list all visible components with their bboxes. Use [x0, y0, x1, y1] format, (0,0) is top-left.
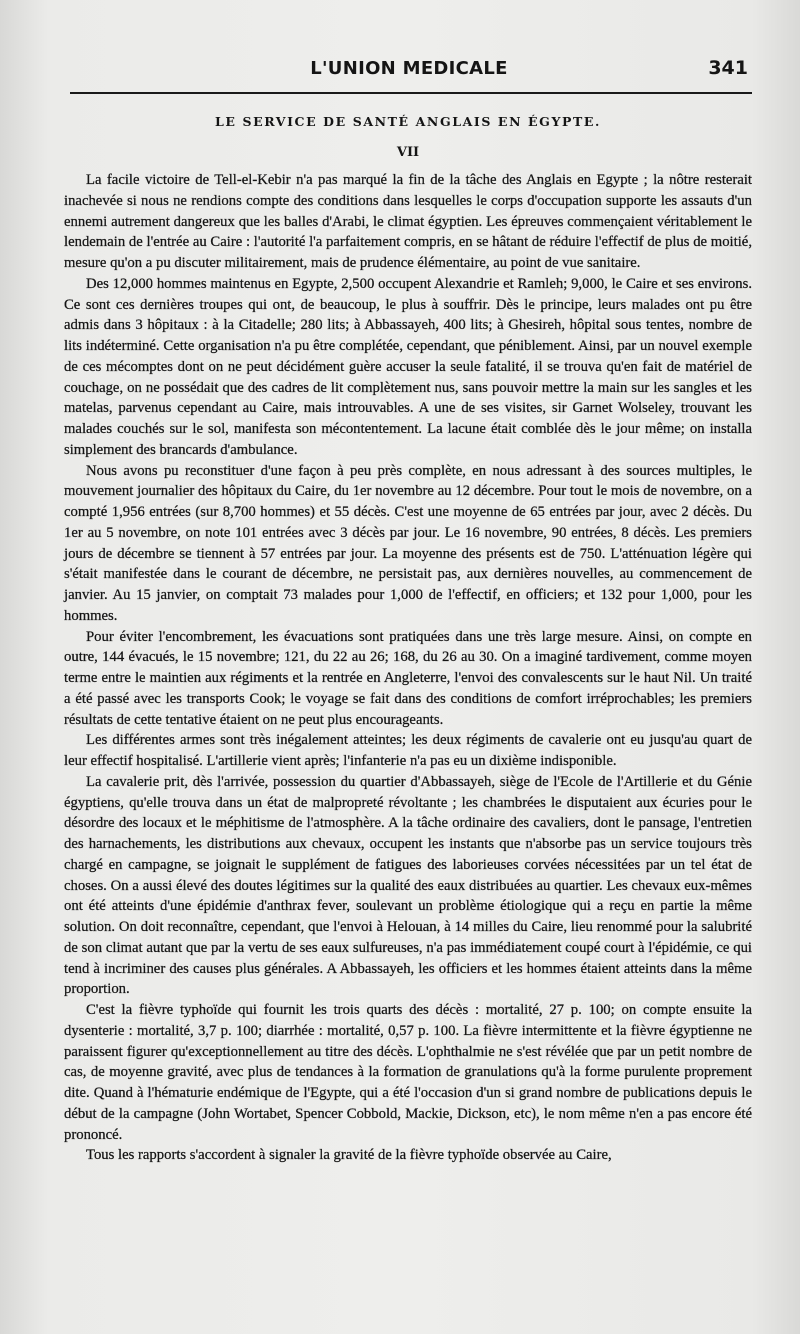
paragraph: Des 12,000 hommes maintenus en Egypte, 2,500 occupent Alexandrie et Ramleh; 9,000, le Caire et ses environs. Ce sont ces dernières troupes qui ont, de beaucoup, le plus à souffrir. Dès le principe, leurs malades ont pu être admis dans 3 hôpitaux : à la Citadelle; 280 lits; à Abbassayeh, 400 lits; à Ghesireh, hôpital sous tentes, nombre de lits indéterminé. Cette organisation n'a pu être complétée, cependant, que péniblement. Ainsi, par un nouvel exemple de ces mécomptes dont on ne peut décidément guère accuser la seule fatalité, il se trouva qu'en fait de matériel de couchage, on ne possédait que des cadres de lit complètement nus, sans pouvoir mettre la main sur les sangles et les matelas, parvenus cependant au Caire, mais introuvables. A une de ses visites, sir Garnet Wolseley, trouvant les malades couchés sur le sol, manifesta son mécontentement. La lacune était comblée dès le jour même; on installa simplement des brancards d'ambulance. [64, 275, 752, 458]
paragraph: C'est la fièvre typhoïde qui fournit les trois quarts des décès : mortalité, 27 p. 100; on compte ensuite la dysenterie : mortalité, 3,7 p. 100; diarrhée : mortalité, 0,57 p. 100. La fièvre intermittente et la fièvre égyptienne ne paraissent figurer qu'exceptionnellement au titre des décès. L'ophthalmie ne s'est révélée que par un petit nombre de cas, de moyenne gravité, avec plus de tendances à la formation de granulations qu'à la forme purulente proprement dite. Quand à l'hématurie endémique de l'Egypte, qui a été l'occasion d'un si grand nombre de publications depuis le début de la campagne (John Wortabet, Spencer Cobbold, Mackie, Dickson, etc), le nom même n'en a pas encore été prononcé. [64, 1002, 752, 1143]
paragraph: Les différentes armes sont très inégalement atteintes; les deux régiments de cavalerie ont eu jusqu'au quart de leur effectif hospitalisé. L'artillerie vient après; l'infanterie n'a pas eu un dixième indisponible. [64, 732, 752, 769]
paragraph: Pour éviter l'encombrement, les évacuations sont pratiquées dans une très large mesure. Ainsi, on compte en outre, 144 évacués, le 15 novembre; 121, du 22 au 26; 168, du 26 au 30. On a imaginé tardivement, comme moyen terme entre le maintien aux régiments et la rentrée en Angleterre, l'envoi des convalescents sur le haut Nil. Un traité a été passé avec les transports Cook; le voyage se fait dans des conditions de comfort irréprochables; les premiers résultats de cette tentative étaient on ne peut plus encourageants. [64, 628, 752, 728]
article [64, 114, 752, 1166]
paragraph: La facile victoire de Tell-el-Kebir n'a pas marqué la fin de la tâche des Anglais en Egypte ; la nôtre resterait inachevée si nous ne rendions compte des conditions dans lesquelles le corps d'occupation supporte les assauts d'un ennemi autrement dangereux que les balles d'Arabi, le climat égyptien. Les épreuves commençaient véritablement le lendemain de l'entrée au Caire : l'autorité l'a parfaitement compris, en se hâtant de réduire l'effectif de plus de moitié, mesure qu'on a pu discuter militairement, mais de prudence élémentaire, au point de vue sanitaire. [64, 172, 752, 271]
paragraph: Nous avons pu reconstituer d'une façon à peu près complète, en nous adressant à des sources multiples, le mouvement journalier des hôpitaux du Caire, du 1er novembre au 12 décembre. Pour tout le mois de novembre, on a compté 1,956 entrées (sur 8,700 hommes) et 55 décès. C'est une moyenne de 65 entrées par jour, avec 2 décès. Du 1er au 5 novembre, on note 101 entrées avec 3 décès par jour. Le 16 novembre, 90 entrées, 8 décès. Les premiers jours de décembre se tiennent à 57 entrées par jour. La moyenne des présents est de 750. L'atténuation légère qui s'était manifestée dans le courant de décembre, ne persistait pas, aux dernières nouvelles, au commencement de janvier. Au 15 janvier, on comptait 73 malades pour 1,000 de l'effectif, en officiers; et 132 pour 1,000, pour les hommes. [64, 462, 752, 624]
paragraph: La cavalerie prit, dès l'arrivée, possession du quartier d'Abbassayeh, siège de l'Ecole de l'Artillerie et du Génie égyptiens, qu'elle trouva dans un état de malpropreté révoltante ; les chambrées le disputaient aux écuries pour le désordre des locaux et le méphitisme de l'atmosphère. A la tâche ordinaire des cavaliers, dont le pansage, l'entretien des harnachements, les distributions aux chevaux, occupent les instants que n'absorbe pas un service toujours très chargé en campagne, se joignait le supplément de fatigues des laborieuses corvées nécessitées par un tel état de choses. On a aussi élevé des doutes légitimes sur la qualité des eaux distribuées au quartier. Les chevaux eux-mêmes ont été atteints d'une épidémie d'anthrax fever, soulevant un problème étiologique qui a reçu en partie la même solution. On doit reconnaître, cependant, que l'envoi à Helouan, à 14 milles du Caire, lieu renommé pour la salubrité de son climat autant que par la vertu de ses eaux sulfureuses, n'a pas immédiatement coupé court à l'épidémie, ce qui tend à incriminer des causes plus générales. A Abbassayeh, les officiers et les hommes étaient atteints dans la même proportion. [64, 773, 752, 998]
article-body [64, 170, 752, 1166]
running-title: L'UNION MEDICALE [310, 58, 508, 79]
page-header [70, 56, 748, 88]
page-number: 341 [708, 57, 748, 79]
header-rule [70, 92, 752, 94]
paragraph: Tous les rapports s'accordent à signaler la gravité de la fièvre typhoïde observée au Caire, [86, 1147, 612, 1164]
article-title: LE SERVICE DE SANTÉ ANGLAIS EN ÉGYPTE. [215, 114, 601, 129]
section-number: VII [396, 145, 420, 160]
